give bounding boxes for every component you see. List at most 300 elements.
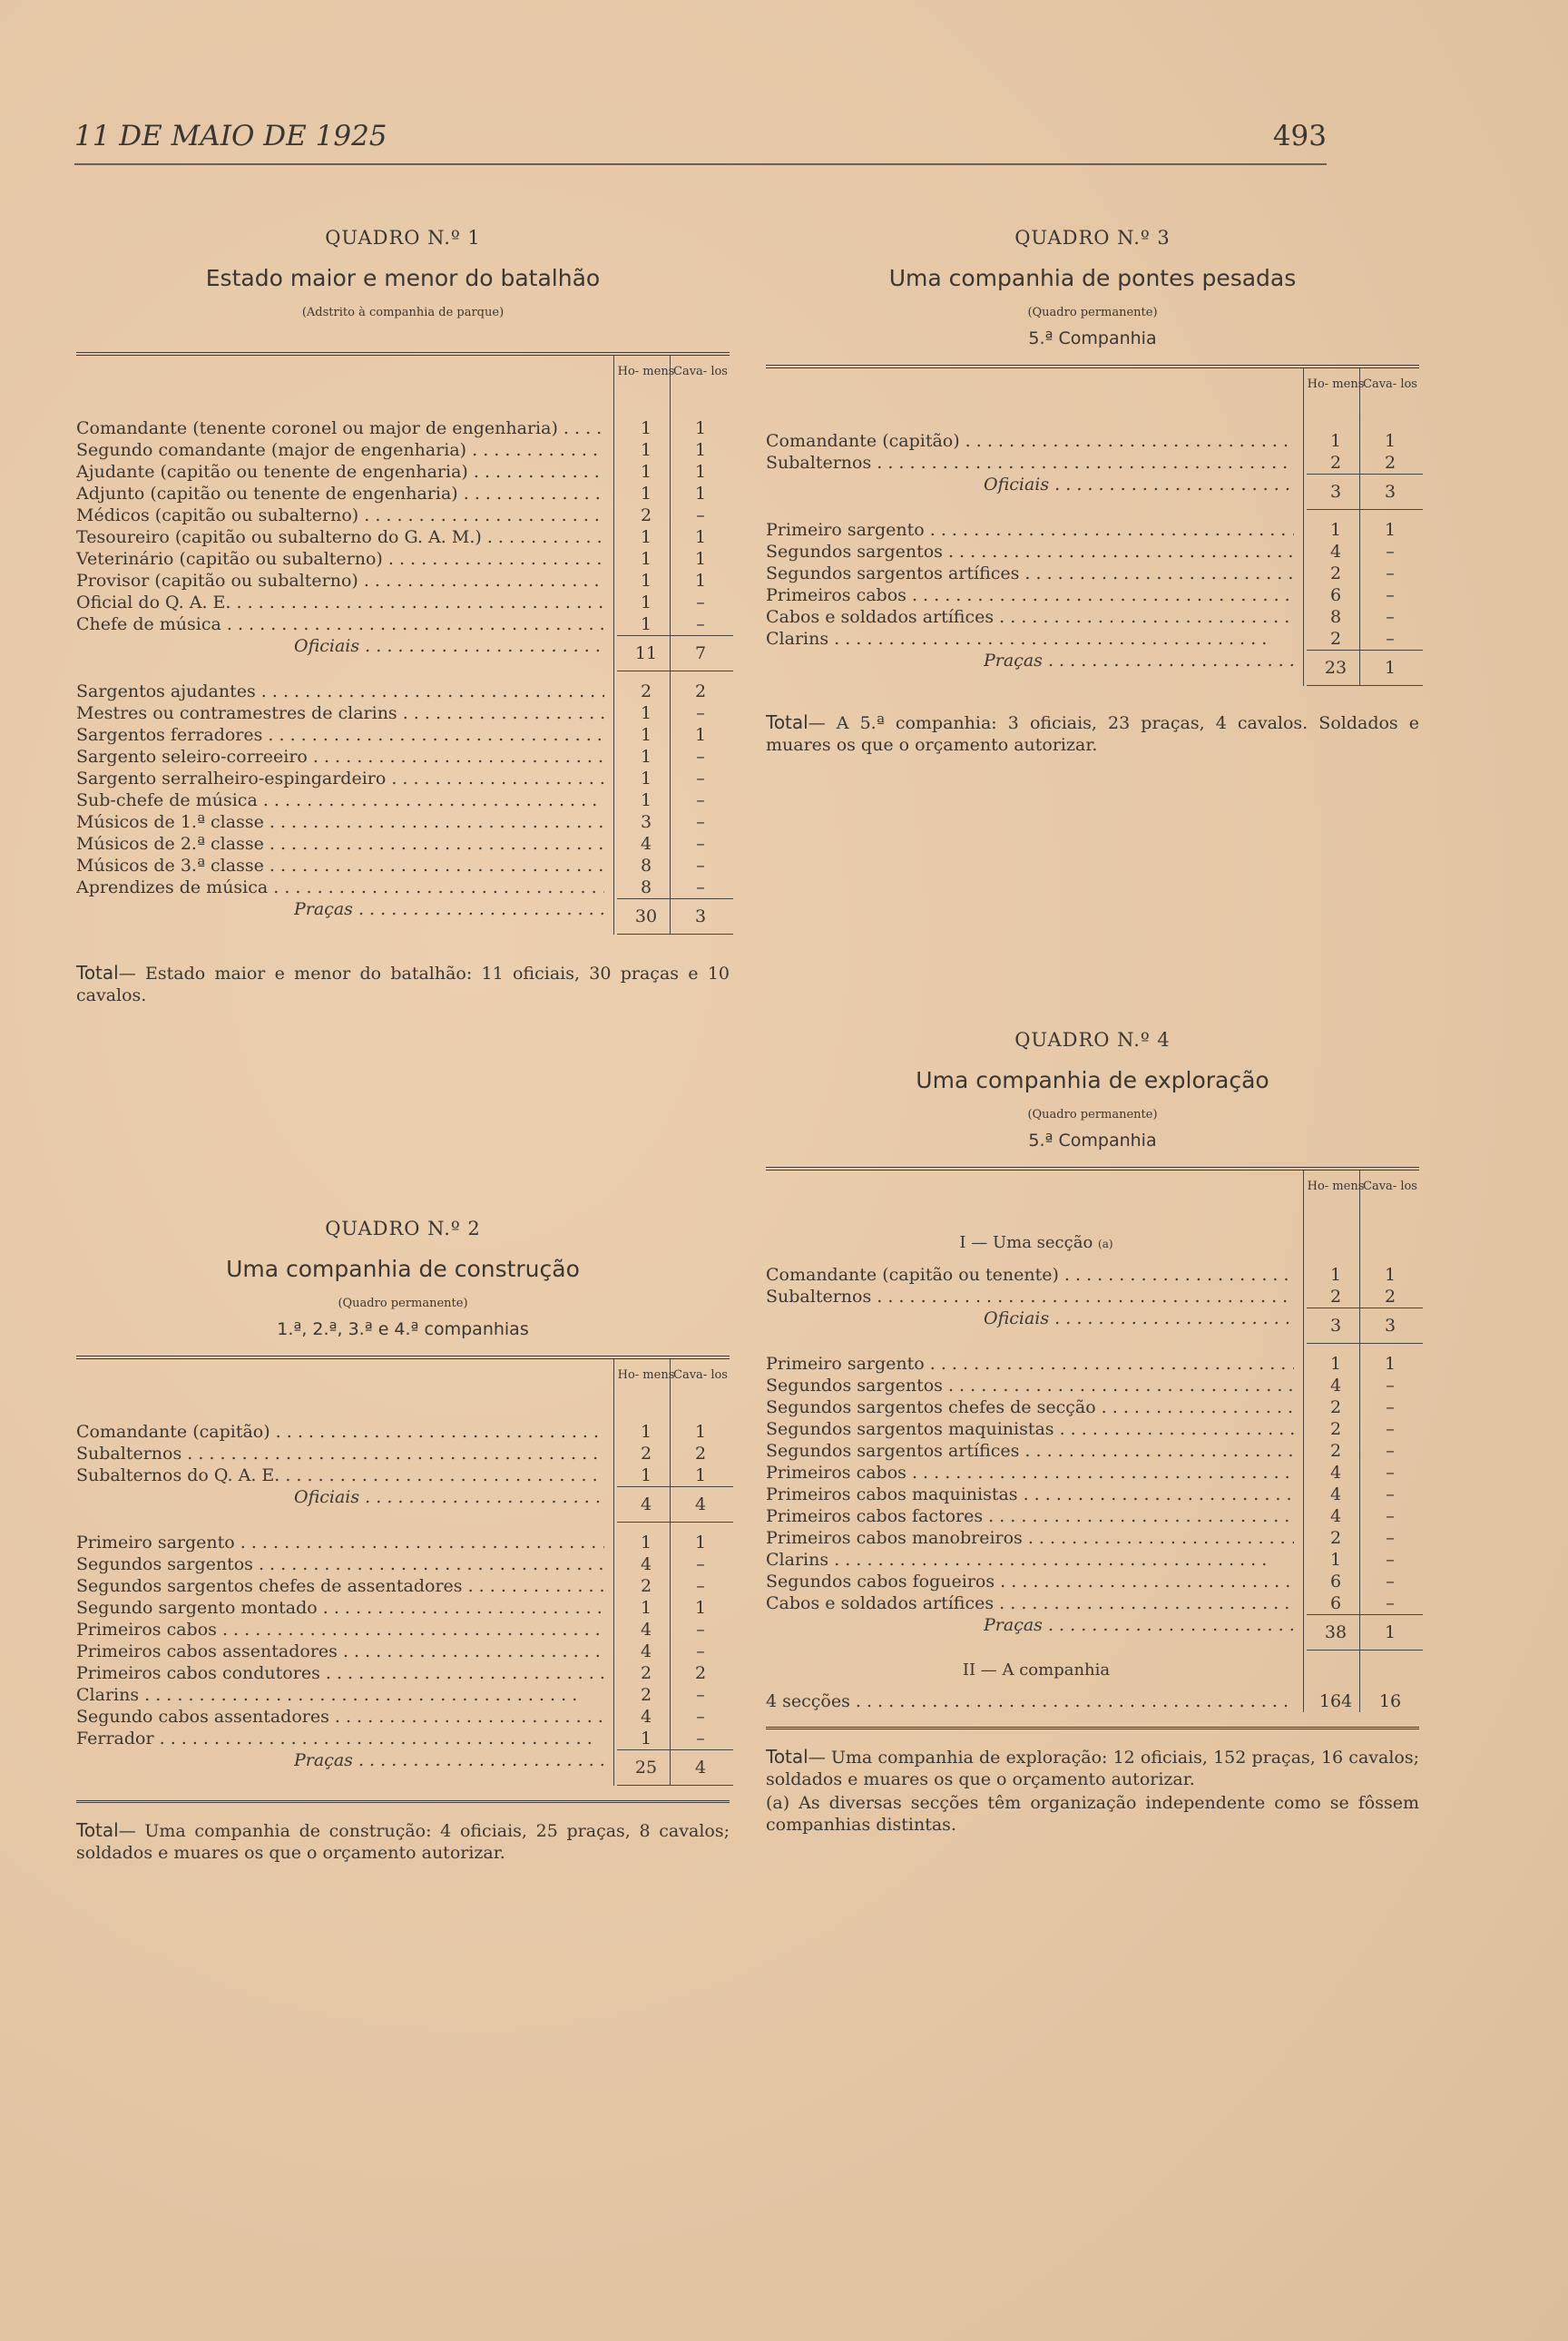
row-gap (766, 510, 1419, 519)
table-row (766, 1286, 1419, 1308)
row-label: Segundos sargentos . . . (76, 1553, 604, 1575)
cavalos-value: – (696, 1641, 705, 1661)
cavalos-header: Cava- los (673, 1368, 728, 1382)
quadro-1-total-text: — Estado maior e menor do batalhão: 11 oficiais, 30 praças e 10 cavalos. (76, 964, 730, 1005)
quadro-3-title: QUADRO N.º 3 (1014, 227, 1171, 249)
row-label: Ajudante (capitão ou tenente de engenharia) . . . (76, 461, 604, 483)
table-row (76, 1706, 730, 1728)
summary-box (617, 898, 733, 935)
homens-value: 4 (640, 1494, 652, 1514)
row-label: Primeiros cabos manobreiros . . . (766, 1527, 1294, 1549)
cavalos-value: – (1386, 1506, 1395, 1526)
cavalos-value: – (1386, 1463, 1395, 1483)
table-row (76, 1662, 730, 1684)
homens-value: 1 (1329, 431, 1342, 451)
cavalos-value: 1 (694, 1598, 707, 1618)
quadro-1-total (76, 962, 730, 1006)
row-label: Oficiais . . . (294, 635, 604, 657)
page-number: 493 (1272, 120, 1327, 152)
row-label: Clarins . . . (766, 1549, 1294, 1571)
table-row (76, 1421, 730, 1443)
section-note: (a) (1098, 1238, 1113, 1250)
row-label: Primeiros cabos . . . (76, 1619, 604, 1641)
cavalos-value: – (1386, 1376, 1395, 1396)
row-label: Segundos sargentos . . . (766, 1375, 1294, 1396)
homens-value: 2 (1329, 1287, 1342, 1307)
summary-row (766, 1614, 1419, 1650)
table-row (766, 606, 1419, 628)
row-label: Músicos de 2.ª classe . . . (76, 833, 604, 855)
cavalos-value: – (696, 1554, 705, 1574)
cavalos-value: 3 (1384, 1316, 1396, 1336)
homens-value: 8 (1329, 607, 1342, 627)
cavalos-value: 3 (1384, 482, 1396, 502)
row-label: Comandante (capitão) . . . (76, 1421, 604, 1443)
running-head (74, 120, 1327, 165)
table-row (76, 1641, 730, 1662)
row-label: Segundo comandante (major de engenharia) . . . (76, 439, 604, 461)
table-row (76, 526, 730, 548)
quadro-2-total (76, 1819, 730, 1864)
homens-value: 8 (640, 856, 652, 876)
column-header (76, 356, 730, 408)
row-label: Subalternos . . . (766, 1286, 1294, 1308)
section-heading (766, 1660, 1307, 1681)
row-label: Aprendizes de música . . . (76, 877, 604, 898)
table-row (76, 724, 730, 746)
table-row (76, 483, 730, 504)
cavalos-value: 1 (694, 1422, 707, 1442)
cavalos-header: Cava- los (1363, 1180, 1417, 1193)
table-row (766, 1505, 1419, 1527)
row-label: Mestres ou contramestres de clarins . . . (76, 702, 604, 724)
homens-value: 1 (640, 725, 652, 745)
homens-header: Ho- mens (1307, 377, 1365, 391)
cavalos-value: – (696, 1576, 705, 1596)
quadro-4-subtitle: Uma companhia de exploração (916, 1067, 1269, 1093)
table-row (76, 833, 730, 855)
table-row (76, 417, 730, 439)
homens-value: 1 (640, 418, 652, 438)
cavalos-value: 1 (1384, 1622, 1396, 1642)
table-row (766, 1462, 1419, 1484)
cavalos-value: – (696, 1729, 705, 1748)
table-row (76, 1597, 730, 1619)
cavalos-value: 1 (694, 462, 707, 482)
homens-value: 2 (1329, 563, 1342, 583)
homens-value: 4 (1329, 1506, 1342, 1526)
quadro-3-subtitle: Uma companhia de pontes pesadas (888, 265, 1297, 291)
quadro-4-title: QUADRO N.º 4 (1014, 1029, 1171, 1051)
row-gap (76, 1412, 730, 1421)
cavalos-value: 2 (1384, 453, 1396, 473)
homens-value: 3 (640, 812, 652, 832)
homens-value: 2 (640, 1685, 652, 1705)
row-gap (76, 1523, 730, 1532)
row-label: Primeiros cabos factores . . . (766, 1505, 1294, 1527)
table-row (76, 811, 730, 833)
row-label: Praças . . . (984, 1614, 1294, 1636)
cavalos-value: – (696, 856, 705, 876)
cavalos-value: 1 (694, 418, 707, 438)
quadro-4-note: (Quadro permanente) (1027, 1108, 1158, 1122)
cavalos-header: Cava- los (673, 365, 728, 378)
quadro-1-title: QUADRO N.º 1 (325, 227, 481, 249)
row-label: Primeiro sargento . . . (766, 1353, 1294, 1375)
row-label: Ferrador . . . (76, 1728, 604, 1749)
homens-value: 1 (640, 790, 652, 810)
cavalos-value: – (696, 790, 705, 810)
row-label: Segundos sargentos artífices . . . (766, 563, 1294, 584)
homens-value: 4 (640, 834, 652, 854)
homens-value: 1 (640, 549, 652, 569)
row-label: Segundos sargentos chefes de assentadores . . . (76, 1575, 604, 1597)
cavalos-value: 1 (694, 1465, 707, 1485)
cavalos-value: – (1386, 1484, 1395, 1504)
row-label: Oficiais . . . (294, 1486, 604, 1508)
section-heading-text: I — Uma secção (959, 1233, 1093, 1252)
homens-value: 30 (634, 906, 658, 926)
row-label: Subalternos . . . (76, 1443, 604, 1464)
quadro-4-footnote: (a) As diversas secções têm organização independente como se fôssem companhias distintas. (766, 1793, 1419, 1835)
homens-value: 1 (1329, 520, 1342, 540)
row-label: Tesoureiro (capitão ou subalterno do G. A. M.) . . . (76, 526, 604, 548)
summary-box (617, 1486, 733, 1523)
table-row (766, 430, 1419, 452)
row-gap (766, 1344, 1419, 1353)
quadro-1-table (76, 356, 730, 935)
quadro-1-total-label: Total (76, 962, 119, 984)
homens-value: 1 (640, 769, 652, 788)
table-row (766, 1571, 1419, 1592)
summary-box (1307, 1614, 1423, 1650)
cavalos-value: 1 (694, 484, 707, 504)
row-label: Segundo sargento montado . . . (76, 1597, 604, 1619)
row-label: Comandante (capitão) . . . (766, 430, 1294, 452)
quadro-2-subtitle: Uma companhia de construção (226, 1256, 580, 1282)
header-date: 11 DE MAIO DE 1925 (74, 120, 387, 152)
row-label: Primeiros cabos . . . (766, 1462, 1294, 1484)
section-heading (766, 1232, 1307, 1255)
cavalos-value: 3 (694, 906, 707, 926)
cavalos-value: – (696, 593, 705, 612)
quadro-3 (766, 227, 1419, 756)
table-row (766, 1440, 1419, 1462)
row-label: Clarins . . . (766, 628, 1294, 650)
homens-value: 1 (640, 1533, 652, 1553)
homens-value: 4 (1329, 1376, 1342, 1396)
homens-value: 1 (640, 747, 652, 767)
quadro-2-total-label: Total (76, 1819, 119, 1841)
homens-value: 2 (1329, 1397, 1342, 1417)
column-header (766, 368, 1419, 421)
row-label: Sargentos ajudantes . . . (76, 681, 604, 702)
row-label: Segundos sargentos maquinistas . . . (766, 1418, 1294, 1440)
row-label: Oficiais . . . (984, 1308, 1294, 1329)
cavalos-value: – (1386, 1397, 1395, 1417)
homens-header: Ho- mens (617, 365, 675, 378)
table-row (76, 504, 730, 526)
row-label: Provisor (capitão ou subalterno) . . . (76, 570, 604, 592)
quadro-4-total (766, 1746, 1419, 1790)
table-row (766, 628, 1419, 650)
cavalos-value: – (1386, 585, 1395, 605)
quadro-4-companies: 5.ª Companhia (1028, 1131, 1157, 1151)
homens-value: 6 (1329, 1572, 1342, 1592)
row-label: Sargento serralheiro-espingardeiro . . . (76, 768, 604, 789)
cavalos-value: – (696, 703, 705, 723)
table-row (76, 789, 730, 811)
cavalos-value: 1 (1384, 1265, 1396, 1285)
summary-box (1307, 1308, 1423, 1344)
cavalos-value: – (696, 1620, 705, 1640)
table-row (76, 548, 730, 570)
summary-box (617, 635, 733, 671)
cavalos-value: – (1386, 1550, 1395, 1570)
quadro-3-companies: 5.ª Companhia (1028, 328, 1157, 348)
row-label: Segundo cabos assentadores . . . (76, 1706, 604, 1728)
table-row (76, 461, 730, 483)
table-row (766, 541, 1419, 563)
table-row (76, 1464, 730, 1486)
homens-value: 2 (1329, 1441, 1342, 1461)
cavalos-value: 1 (694, 725, 707, 745)
cavalos-value: – (696, 834, 705, 854)
row-label: Cabos e soldados artífices . . . (766, 1592, 1294, 1614)
homens-value: 8 (640, 877, 652, 897)
row-label: Segundos sargentos . . . (766, 541, 1294, 563)
row-label: Praças . . . (294, 1749, 604, 1771)
homens-value: 1 (640, 1598, 652, 1618)
cavalos-value: – (1386, 1528, 1395, 1548)
homens-value: 6 (1329, 585, 1342, 605)
homens-value: 4 (640, 1620, 652, 1640)
row-label: Clarins . . . (76, 1684, 604, 1706)
homens-value: 2 (640, 1444, 652, 1464)
cavalos-header: Cava- los (1363, 377, 1417, 391)
cavalos-value: 2 (694, 1663, 707, 1683)
homens-value: 4 (1329, 1463, 1342, 1483)
cavalos-value: 1 (694, 549, 707, 569)
row-label: Primeiros cabos maquinistas . . . (766, 1484, 1294, 1505)
homens-value: 2 (1329, 453, 1342, 473)
table-row (766, 1690, 1419, 1712)
homens-value: 1 (1329, 1354, 1342, 1374)
row-label: Oficiais . . . (984, 474, 1294, 495)
row-label: Sargento seleiro-correeiro . . . (76, 746, 604, 768)
quadro-3-note: (Quadro permanente) (1027, 306, 1158, 319)
row-label: Segundos sargentos artífices . . . (766, 1440, 1294, 1462)
table-row (766, 1592, 1419, 1614)
cavalos-value: – (1386, 542, 1395, 562)
quadro-1 (76, 227, 730, 1006)
homens-value: 11 (634, 643, 658, 663)
homens-value: 2 (1329, 1528, 1342, 1548)
table-row (76, 1684, 730, 1706)
summary-row (76, 635, 730, 671)
table-row (76, 855, 730, 877)
cavalos-value: 1 (694, 527, 707, 547)
row-label: Chefe de música . . . (76, 613, 604, 635)
row-gap (76, 671, 730, 681)
cavalos-value: – (1386, 1572, 1395, 1592)
column-header (766, 1170, 1419, 1223)
row-label: Primeiros cabos condutores . . . (76, 1662, 604, 1684)
row-label: Primeiros cabos . . . (766, 584, 1294, 606)
quadro-2-table (76, 1359, 730, 1786)
homens-value: 1 (640, 593, 652, 612)
table-row (76, 702, 730, 724)
row-label: 4 secções . . . (766, 1690, 1294, 1712)
row-gap (766, 421, 1419, 430)
row-label: Comandante (tenente coronel ou major de engenharia) . . . (76, 417, 604, 439)
quadro-1-subtitle: Estado maior e menor do batalhão (205, 265, 601, 291)
homens-value: 1 (640, 527, 652, 547)
homens-value: 2 (640, 1663, 652, 1683)
section-heading-text: II — A companhia (962, 1660, 1111, 1680)
table-row (76, 1532, 730, 1553)
table-row (766, 1264, 1419, 1286)
summary-row (76, 1749, 730, 1786)
homens-value: 4 (640, 1641, 652, 1661)
homens-value: 4 (1329, 542, 1342, 562)
cavalos-value: – (696, 614, 705, 634)
homens-value: 1 (640, 614, 652, 634)
cavalos-value: 7 (694, 643, 707, 663)
cavalos-value: 1 (694, 440, 707, 460)
quadro-4-total-label: Total (766, 1746, 808, 1768)
cavalos-value: – (1386, 1441, 1395, 1461)
homens-value: 1 (1329, 1265, 1342, 1285)
row-label: Veterinário (capitão ou subalterno) . . . (76, 548, 604, 570)
cavalos-value: – (696, 505, 705, 525)
quadro-2-companies: 1.ª, 2.ª, 3.ª e 4.ª companhias (277, 1319, 529, 1339)
cavalos-value: – (696, 1707, 705, 1727)
homens-value: 1 (640, 484, 652, 504)
table-row (76, 1443, 730, 1464)
row-gap (76, 408, 730, 417)
quadro-4-bottom-rule (766, 1727, 1419, 1729)
row-label: Segundos cabos fogueiros . . . (766, 1571, 1294, 1592)
row-label: Músicos de 1.ª classe . . . (76, 811, 604, 833)
table-row (76, 768, 730, 789)
table-row (766, 1396, 1419, 1418)
row-label: Adjunto (capitão ou tenente de engenharia) . . . (76, 483, 604, 504)
row-label: Médicos (capitão ou subalterno) . . . (76, 504, 604, 526)
cavalos-value: 16 (1378, 1691, 1402, 1711)
homens-value: 3 (1329, 1316, 1342, 1336)
table-row (766, 584, 1419, 606)
summary-box (1307, 650, 1423, 686)
cavalos-value: – (1386, 563, 1395, 583)
homens-value: 4 (640, 1554, 652, 1574)
cavalos-value: 2 (694, 1444, 707, 1464)
table-row (766, 1375, 1419, 1396)
row-label: Primeiro sargento . . . (766, 519, 1294, 541)
row-label: Subalternos . . . (766, 452, 1294, 474)
quadro-2 (76, 1218, 730, 1864)
homens-value: 2 (1329, 629, 1342, 649)
cavalos-value: 2 (694, 681, 707, 701)
row-label: Comandante (capitão ou tenente) . . . (766, 1264, 1294, 1286)
homens-value: 38 (1324, 1622, 1348, 1642)
row-label: Primeiro sargento . . . (76, 1532, 604, 1553)
homens-value: 1 (640, 440, 652, 460)
quadro-4-total-text: — Uma companhia de exploração: 12 oficiais, 152 praças, 16 cavalos; soldados e muares os que o orçamento autorizar. (766, 1748, 1419, 1789)
homens-value: 1 (640, 1729, 652, 1748)
table-row (76, 1553, 730, 1575)
quadro-3-total-text: — A 5.ª companhia: 3 oficiais, 23 praças, 4 cavalos. Soldados e muares os que o orçamento autorizar. (766, 713, 1419, 755)
table-row (76, 746, 730, 768)
table-row (76, 877, 730, 898)
table-row (76, 570, 730, 592)
homens-value: 2 (640, 505, 652, 525)
cavalos-value: 4 (694, 1494, 707, 1514)
homens-value: 4 (1329, 1484, 1342, 1504)
summary-row (766, 650, 1419, 686)
quadro-2-title: QUADRO N.º 2 (325, 1218, 481, 1239)
cavalos-value: – (1386, 607, 1395, 627)
cavalos-value: – (696, 812, 705, 832)
table-row (76, 1575, 730, 1597)
table-row (766, 519, 1419, 541)
quadro-2-note: (Quadro permanente) (338, 1297, 468, 1310)
table-row (76, 592, 730, 613)
homens-value: 2 (640, 681, 652, 701)
row-label: Oficial do Q. A. E. . . . (76, 592, 604, 613)
cavalos-value: – (1386, 629, 1395, 649)
homens-value: 1 (640, 1465, 652, 1485)
table-row (766, 1484, 1419, 1505)
summary-row (76, 1486, 730, 1523)
table-row (76, 613, 730, 635)
row-label: Sub-chefe de música . . . (76, 789, 604, 811)
quadro-3-table (766, 368, 1419, 686)
cavalos-value: 1 (1384, 431, 1396, 451)
homens-value: 2 (1329, 1419, 1342, 1439)
cavalos-value: 1 (694, 1533, 707, 1553)
summary-box (617, 1749, 733, 1786)
cavalos-value: 1 (1384, 520, 1396, 540)
row-label: Praças . . . (984, 650, 1294, 671)
homens-value: 1 (640, 703, 652, 723)
cavalos-value: – (696, 877, 705, 897)
homens-value: 25 (634, 1758, 658, 1778)
row-label: Primeiros cabos assentadores . . . (76, 1641, 604, 1662)
cavalos-value: – (1386, 1593, 1395, 1613)
table-row (76, 1728, 730, 1749)
cavalos-value: – (696, 1685, 705, 1705)
table-row (766, 563, 1419, 584)
table-row (76, 1619, 730, 1641)
cavalos-value: 2 (1384, 1287, 1396, 1307)
table-row (766, 1527, 1419, 1549)
table-row (766, 1549, 1419, 1571)
homens-value: 2 (640, 1576, 652, 1596)
quadro-2-bottom-rule (76, 1800, 730, 1803)
column-header (76, 1359, 730, 1412)
quadro-1-note: (Adstrito à companhia de parque) (301, 306, 505, 319)
row-label: Segundos sargentos chefes de secção . . . (766, 1396, 1294, 1418)
summary-box (1307, 474, 1423, 510)
cavalos-value: 1 (1384, 658, 1396, 678)
row-label: Cabos e soldados artífices . . . (766, 606, 1294, 628)
quadro-4 (766, 1029, 1419, 1836)
row-label: Praças . . . (294, 898, 604, 920)
row-label: Sargentos ferradores . . . (76, 724, 604, 746)
cavalos-value: – (696, 747, 705, 767)
homens-value: 1 (640, 1422, 652, 1442)
